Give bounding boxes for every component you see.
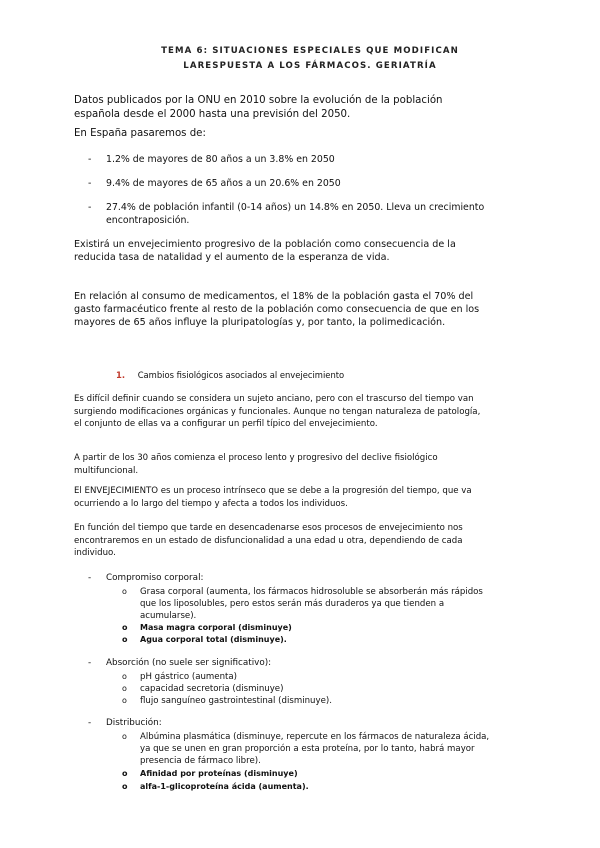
circle-marker: o <box>122 696 127 705</box>
section-paragraph-4: En función del tiempo que tarde en desencadenarse esos procesos de envejecimiento nos encontraremos en un estado de disfuncionalidad a una edad u otra, dependiendo de cada individuo. <box>74 523 463 558</box>
section-title: Cambios fisiológicos asociados al envejecimiento <box>137 370 345 380</box>
intro-bullet-text: 9.4% de mayores de 65 años a un 20.6% en 2050 <box>106 178 341 189</box>
list-heading-text: Distribución: <box>106 718 162 728</box>
circle-marker: o <box>122 623 128 632</box>
intro-paragraph-1: Datos publicados por la ONU en 2010 sobre la evolución de la población española desde el 2000 hasta una previsión del 2050. <box>74 95 443 120</box>
intro-paragraph-2: En España pasaremos de: <box>74 128 206 139</box>
list-item-text: Masa magra corporal (disminuye) <box>140 623 292 632</box>
section-paragraph-1: Es difícil definir cuando se considera un sujeto anciano, pero con el trascurso del tiempo van surgiendo modificaciones orgánicas y funcionales. Aunque no tengan naturaleza de patología, el conjunto de ellas va a configurar un perfil típico del envejecimiento. <box>74 394 481 429</box>
dash-marker: - <box>88 178 92 189</box>
dash-marker: - <box>88 718 92 728</box>
circle-marker: o <box>122 732 127 741</box>
intro-bullet-text: 1.2% de mayores de 80 años a un 3.8% en 2050 <box>106 154 335 165</box>
list-heading-text: Compromiso corporal: <box>106 573 204 583</box>
list-item-text: flujo sanguíneo gastrointestinal (disminuye). <box>140 696 332 706</box>
circle-marker: o <box>122 635 128 644</box>
list-item-text: capacidad secretoria (disminuye) <box>140 684 284 694</box>
circle-marker: o <box>122 587 127 596</box>
intro-paragraph-4: En relación al consumo de medicamentos, el 18% de la población gasta el 70% del gasto farmacéutico frente al resto de la población como consecuencia de que en los mayores de 65 años influye la pluripatologías y, por tanto, la polimedicación. <box>74 291 480 328</box>
intro-paragraph-3: Existirá un envejecimiento progresivo de la población como consecuencia de la reducida tasa de natalidad y el aumento de la esperanza de vida. <box>74 239 456 263</box>
circle-marker: o <box>122 672 127 681</box>
list-heading-text: Absorción (no suele ser significativo): <box>106 658 272 668</box>
circle-marker: o <box>122 769 128 778</box>
dash-marker: - <box>88 154 92 165</box>
section-paragraph-3: El ENVEJECIMIENTO es un proceso intrínseco que se debe a la progresión del tiempo, que va ocurriendo a lo largo del tiempo y afecta a todos los individuos. <box>74 486 472 509</box>
section-number: 1. <box>116 370 126 380</box>
list-item-text: Agua corporal total (disminuye). <box>140 635 287 644</box>
page-title: TEMA 6: SITUACIONES ESPECIALES QUE MODIFICAN LARESPUESTA A LOS FÁRMACOS. GERIATRÍA <box>161 46 459 71</box>
list-item-text: Afinidad por proteínas (disminuye) <box>140 769 298 778</box>
section-heading <box>116 370 344 380</box>
list-item-text: Albúmina plasmática (disminuye, repercute en los fármacos de naturaleza ácida, ya que se unen en gran proporción a esta proteína, por lo tanto, habrá mayor presencia de fármaco libre). <box>140 732 490 766</box>
dash-marker: - <box>88 202 92 213</box>
section-paragraph-2: A partir de los 30 años comienza el proceso lento y progresivo del declive fisiológico multifuncional. <box>74 453 438 476</box>
circle-marker: o <box>122 782 128 791</box>
dash-marker: - <box>88 658 92 668</box>
list-item-text: Grasa corporal (aumenta, los fármacos hidrosoluble se absorberán más rápidos que los liposolubles, pero estos serán más duraderos ya que tienden a acumularse). <box>140 587 483 621</box>
dash-marker: - <box>88 573 92 583</box>
circle-marker: o <box>122 684 127 693</box>
list-item-text: pH gástrico (aumenta) <box>140 672 238 682</box>
intro-bullet-text: 27.4% de población infantil (0-14 años) un 14.8% en 2050. Lleva un crecimiento encontraposición. <box>106 202 485 226</box>
list-item-text: alfa-1-glicoproteína ácida (aumenta). <box>140 782 309 791</box>
